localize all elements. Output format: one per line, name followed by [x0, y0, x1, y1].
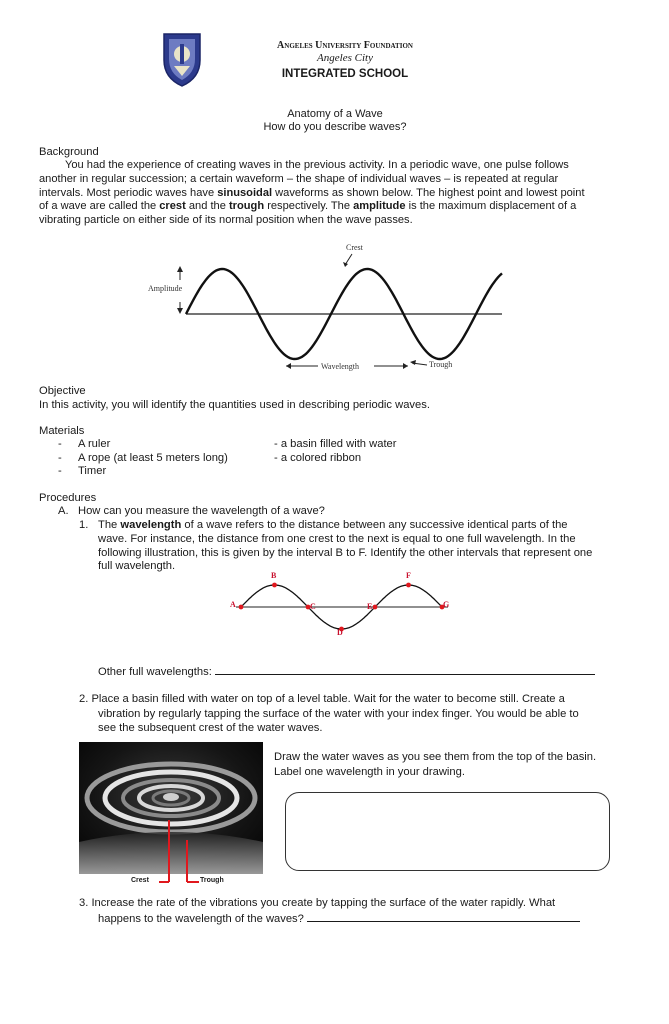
- list-item: - Timer: [58, 465, 107, 477]
- wave-point-a: [239, 605, 244, 610]
- objective-heading: Objective: [39, 385, 86, 397]
- materials-list-2: [274, 438, 397, 465]
- school-name: INTEGRATED SCHOOL: [281, 68, 409, 80]
- crest-label: Crest: [346, 243, 363, 252]
- photo-trough-label: Trough: [200, 877, 224, 884]
- point-label-d: D: [337, 628, 343, 637]
- sine-wave-figure: [140, 238, 520, 376]
- step-1-number: 1.: [79, 519, 89, 531]
- point-label-f: F: [406, 571, 411, 580]
- materials-list-1: [58, 438, 228, 479]
- section-a-title: How can you measure the wavelength of a wave?: [78, 505, 325, 517]
- drawing-box[interactable]: [285, 792, 610, 871]
- point-label-b: B: [271, 571, 277, 580]
- photo-crest-label: Crest: [131, 877, 149, 884]
- point-label-a: A: [230, 600, 236, 609]
- objective-text: In this activity, you will identify the quantities used in describing periodic waves.: [39, 398, 430, 411]
- city-name: Angeles City: [317, 52, 373, 64]
- university-name: Angeles University Foundation: [277, 40, 413, 51]
- wave-point-e: [373, 605, 378, 610]
- list-item: - a colored ribbon: [274, 451, 362, 464]
- list-item: - a basin filled with water: [274, 438, 397, 450]
- trough-label: Trough: [429, 360, 453, 369]
- draw-instructions: Draw the water waves as you see them from the top of the basin. Label one wavelength in your drawing.: [274, 751, 597, 778]
- wave-point-f: [406, 583, 411, 588]
- materials-heading: Materials: [39, 425, 85, 437]
- list-item: - A rope (at least 5 meters long): [58, 451, 228, 464]
- step-1-text: The wavelength of a wave refers to the distance between any successive identical parts of the wave. For instance, the distance from one crest to the next is equal to one full wavelength. In the following illustration, this is given by the interval B to F. Identify the other intervals that represent one full wavelength.: [98, 519, 593, 573]
- step-2-text: 2. Place a basin filled with water on top of a level table. Wait for the water to become still. Create a vibration by regularly tapping the surface of the water with your index finger. You would be able to see the subsequent crest of the water waves.: [79, 693, 579, 734]
- background-heading: Background: [39, 146, 99, 158]
- school-seal: [160, 30, 204, 88]
- step-3-text: 3. Increase the rate of the vibrations you create by tapping the surface of the water rapidly. What happens to the wavelength of the waves?: [79, 896, 580, 926]
- other-wavelengths-label: Other full wavelengths:: [98, 666, 212, 678]
- wave-point-b: [272, 583, 277, 588]
- amplitude-label: Amplitude: [148, 284, 183, 293]
- point-label-g: G: [443, 600, 450, 609]
- water-ripple-photo: [79, 742, 263, 890]
- section-a-marker: A.: [58, 505, 69, 517]
- point-label-e: E: [367, 602, 373, 611]
- background-paragraph: You had the experience of creating waves in the previous activity. In a periodic wave, one pulse follows another in regular succession; a certain waveform – the shape of individual waves – is repeated at regular intervals. Most periodic waves have sinusoidal waveforms as shown below. The highest point and lowest point of a wave are called the crest and the trough respectively. The amplitude is the maximum displacement of a vibrating particle on either side of its normal position when the wave passes.: [39, 159, 585, 227]
- other-wavelengths-answer-line[interactable]: [215, 664, 595, 675]
- procedures-heading: Procedures: [39, 492, 97, 504]
- page-title: Anatomy of a Wave: [287, 108, 383, 120]
- point-label-c: C: [310, 602, 316, 611]
- wavelength-label: Wavelength: [321, 362, 360, 371]
- page-subtitle: How do you describe waves?: [263, 121, 407, 133]
- list-item: - A ruler: [58, 438, 111, 450]
- step-3-answer-line[interactable]: [307, 911, 580, 922]
